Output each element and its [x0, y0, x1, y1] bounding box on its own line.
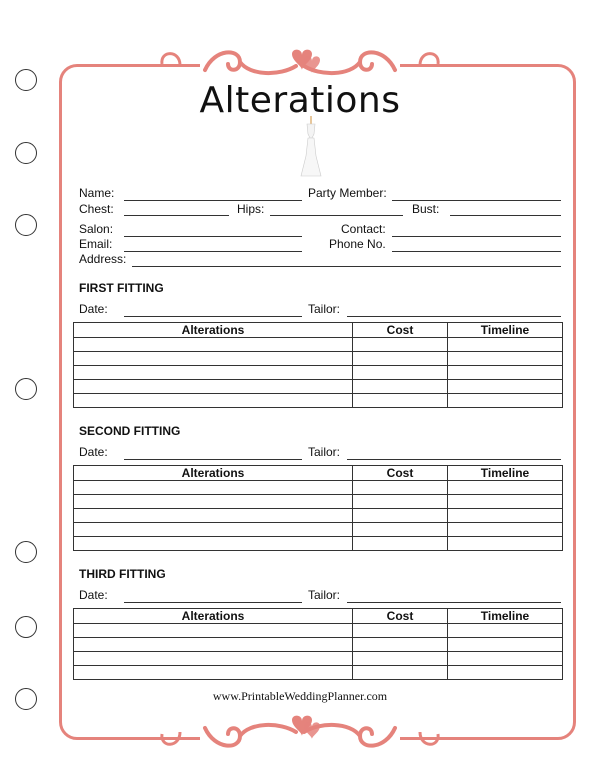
table-cell[interactable]	[353, 666, 448, 680]
table-cell[interactable]	[74, 666, 353, 680]
table-row	[74, 352, 563, 366]
name-field[interactable]	[124, 200, 302, 201]
binder-hole	[15, 541, 37, 563]
table-cell[interactable]	[74, 624, 353, 638]
salon-label: Salon:	[79, 222, 114, 236]
table-cell[interactable]	[74, 509, 353, 523]
table-cell[interactable]	[353, 537, 448, 551]
table-cell[interactable]	[74, 652, 353, 666]
phone-field[interactable]	[392, 251, 561, 252]
table-cell[interactable]	[448, 537, 563, 551]
table-row	[74, 380, 563, 394]
alterations-header: Alterations	[74, 466, 353, 481]
table-row	[74, 509, 563, 523]
second-fitting-heading: SECOND FITTING	[79, 424, 181, 438]
table-header-row	[74, 609, 563, 624]
first-tailor-label: Tailor:	[308, 302, 341, 316]
third-fitting-heading: THIRD FITTING	[79, 567, 166, 581]
first-tailor-field[interactable]	[347, 316, 561, 317]
table-cell[interactable]	[74, 394, 353, 408]
table-cell[interactable]	[448, 481, 563, 495]
binder-hole	[15, 142, 37, 164]
contact-label: Contact:	[341, 222, 386, 236]
table-row	[74, 638, 563, 652]
table-cell[interactable]	[448, 624, 563, 638]
table-cell[interactable]	[448, 338, 563, 352]
third-date-label: Date:	[79, 588, 108, 602]
third-fitting-table	[73, 608, 563, 680]
table-cell[interactable]	[353, 638, 448, 652]
party-member-label: Party Member:	[308, 186, 387, 200]
table-cell[interactable]	[448, 638, 563, 652]
binder-hole	[15, 378, 37, 400]
salon-field[interactable]	[124, 236, 302, 237]
table-header-row	[74, 323, 563, 338]
address-field[interactable]	[132, 266, 561, 267]
table-row	[74, 394, 563, 408]
table-cell[interactable]	[448, 366, 563, 380]
second-tailor-field[interactable]	[347, 459, 561, 460]
table-cell[interactable]	[448, 495, 563, 509]
third-date-field[interactable]	[124, 602, 302, 603]
party-member-field[interactable]	[392, 200, 561, 201]
bottom-heart-ornament	[0, 700, 600, 760]
table-row	[74, 366, 563, 380]
bust-label: Bust:	[412, 202, 440, 216]
table-cell[interactable]	[353, 481, 448, 495]
table-cell[interactable]	[353, 624, 448, 638]
timeline-header: Timeline	[448, 323, 563, 338]
contact-field[interactable]	[392, 236, 561, 237]
table-cell[interactable]	[74, 366, 353, 380]
hips-field[interactable]	[270, 215, 403, 216]
table-cell[interactable]	[353, 352, 448, 366]
table-row	[74, 624, 563, 638]
first-date-field[interactable]	[124, 316, 302, 317]
name-label: Name:	[79, 186, 115, 200]
table-cell[interactable]	[353, 523, 448, 537]
footer-url: www.PrintableWeddingPlanner.com	[212, 689, 388, 703]
first-fitting-table	[73, 322, 563, 408]
chest-label: Chest:	[79, 202, 114, 216]
table-row	[74, 666, 563, 680]
table-row	[74, 338, 563, 352]
table-cell[interactable]	[448, 523, 563, 537]
table-cell[interactable]	[448, 666, 563, 680]
table-cell[interactable]	[353, 495, 448, 509]
cost-header: Cost	[353, 323, 448, 338]
table-row	[74, 495, 563, 509]
table-cell[interactable]	[74, 638, 353, 652]
table-cell[interactable]	[74, 380, 353, 394]
table-cell[interactable]	[74, 523, 353, 537]
table-cell[interactable]	[74, 352, 353, 366]
second-tailor-label: Tailor:	[308, 445, 341, 459]
table-cell[interactable]	[448, 380, 563, 394]
second-fitting-table	[73, 465, 563, 551]
table-cell[interactable]	[74, 495, 353, 509]
third-tailor-label: Tailor:	[308, 588, 341, 602]
second-date-label: Date:	[79, 445, 108, 459]
email-field[interactable]	[124, 251, 302, 252]
table-cell[interactable]	[448, 394, 563, 408]
email-label: Email:	[79, 237, 113, 251]
table-cell[interactable]	[74, 338, 353, 352]
second-date-field[interactable]	[124, 459, 302, 460]
table-cell[interactable]	[353, 394, 448, 408]
table-cell[interactable]	[448, 652, 563, 666]
alterations-header: Alterations	[74, 323, 353, 338]
third-tailor-field[interactable]	[347, 602, 561, 603]
table-row	[74, 523, 563, 537]
alterations-header: Alterations	[74, 609, 353, 624]
table-cell[interactable]	[353, 509, 448, 523]
cost-header: Cost	[353, 466, 448, 481]
table-cell[interactable]	[74, 537, 353, 551]
timeline-header: Timeline	[448, 466, 563, 481]
phone-label: Phone No.	[329, 237, 386, 251]
table-cell[interactable]	[353, 338, 448, 352]
page-title: Alterations	[199, 80, 401, 121]
binder-hole	[15, 616, 37, 638]
table-row	[74, 481, 563, 495]
table-cell[interactable]	[353, 652, 448, 666]
table-row	[74, 652, 563, 666]
bust-field[interactable]	[450, 215, 561, 216]
first-date-label: Date:	[79, 302, 108, 316]
timeline-header: Timeline	[448, 609, 563, 624]
first-fitting-heading: FIRST FITTING	[79, 281, 164, 295]
binder-hole	[15, 214, 37, 236]
table-cell[interactable]	[353, 366, 448, 380]
wedding-dress-icon	[296, 116, 326, 178]
table-cell[interactable]	[353, 380, 448, 394]
address-label: Address:	[79, 252, 127, 266]
chest-field[interactable]	[124, 215, 229, 216]
hips-label: Hips:	[237, 202, 265, 216]
table-cell[interactable]	[74, 481, 353, 495]
table-row	[74, 537, 563, 551]
cost-header: Cost	[353, 609, 448, 624]
table-cell[interactable]	[448, 509, 563, 523]
table-cell[interactable]	[448, 352, 563, 366]
table-header-row	[74, 466, 563, 481]
